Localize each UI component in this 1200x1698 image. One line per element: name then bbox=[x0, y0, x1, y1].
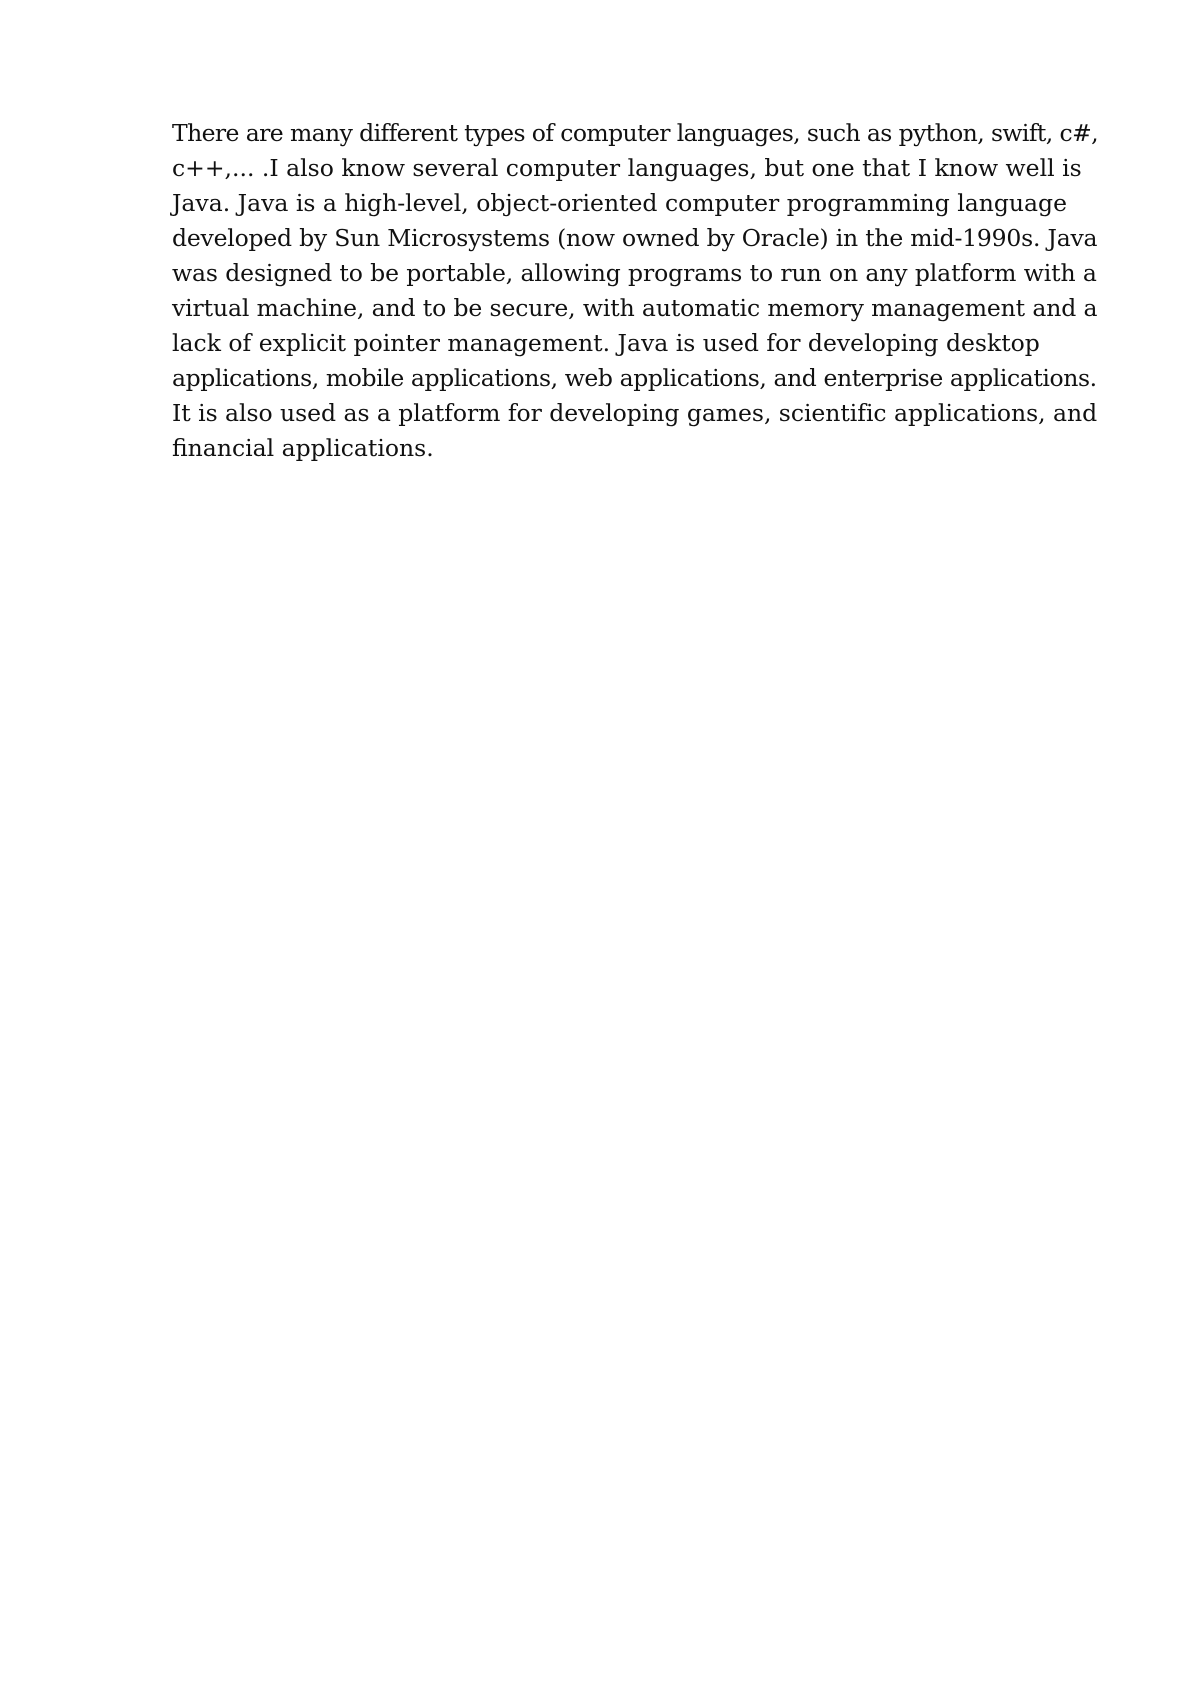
paragraph-line: financial applications. bbox=[172, 434, 434, 462]
paragraph-line: lack of explicit pointer management. Java is used for developing desktop bbox=[172, 329, 1040, 357]
paragraph-line: was designed to be portable, allowing programs to run on any platform with a bbox=[172, 259, 1097, 287]
paragraph-line: Java. Java is a high-level, object-oriented computer programming language bbox=[172, 189, 1068, 217]
paragraph-line: It is also used as a platform for developing games, scientific applications, and bbox=[172, 399, 1098, 427]
paragraph-line: developed by Sun Microsystems (now owned by Oracle) in the mid-1990s. Java bbox=[172, 224, 1098, 252]
paragraph-line: c++,... .I also know several computer languages, but one that I know well is bbox=[172, 154, 1082, 182]
paragraph-line: There are many different types of computer languages, such as python, swift, c#, bbox=[172, 119, 1099, 147]
body-paragraph bbox=[172, 116, 1097, 466]
paragraph-line: applications, mobile applications, web applications, and enterprise applications. bbox=[172, 364, 1097, 392]
paragraph-line: virtual machine, and to be secure, with automatic memory management and a bbox=[172, 294, 1098, 322]
